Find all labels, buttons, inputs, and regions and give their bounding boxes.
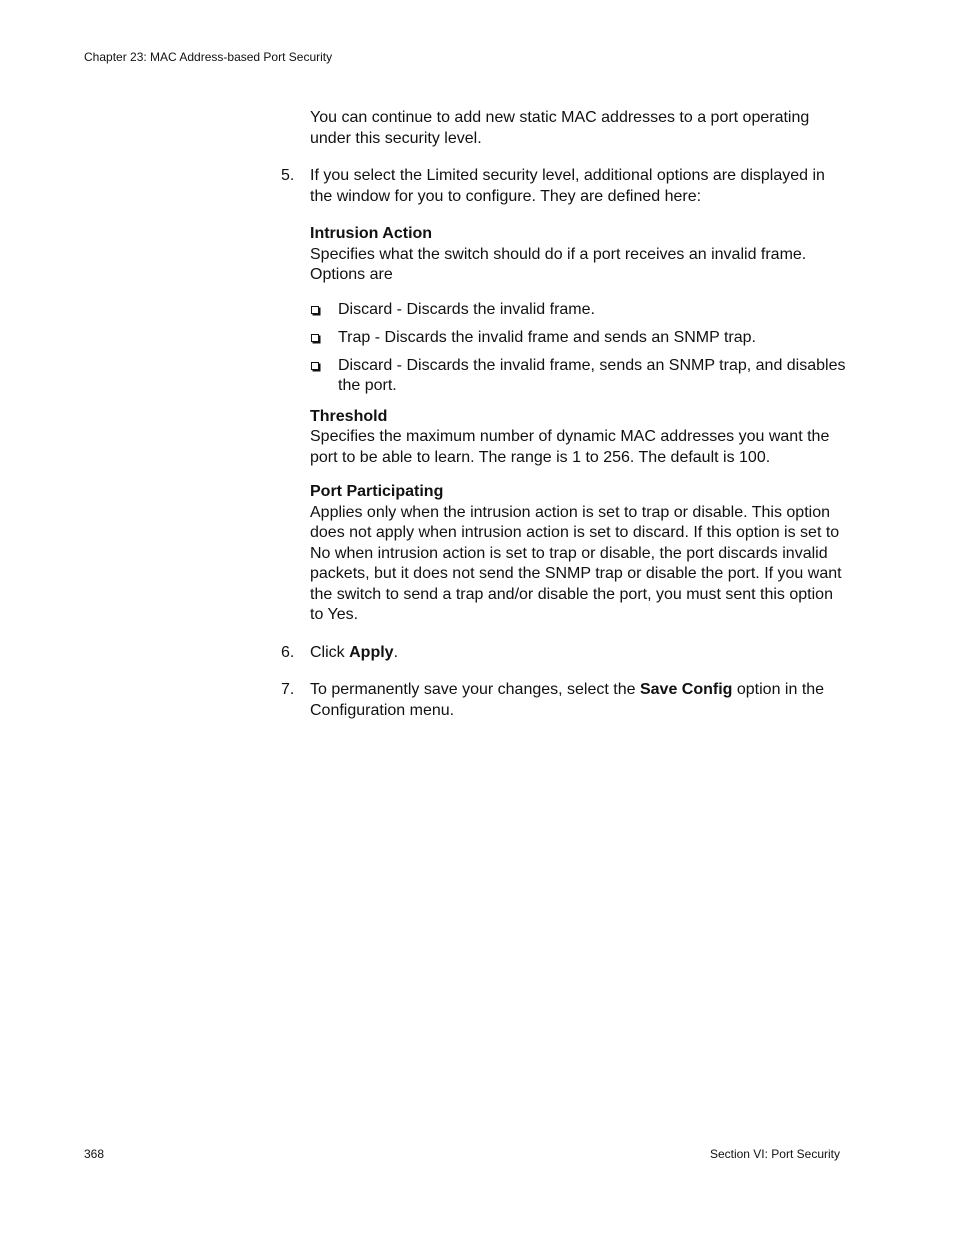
step-text <box>310 680 850 721</box>
step-text-suffix: option in the Configuration menu. <box>310 681 825 719</box>
intrusion-action-title: Intrusion Action <box>310 225 433 242</box>
intrusion-action-options <box>310 300 850 397</box>
list-item <box>310 356 850 397</box>
page-content <box>281 108 850 738</box>
intrusion-action-description: Specifies what the switch should do if a port receives an invalid frame. Options are <box>310 245 807 283</box>
step-5 <box>281 166 850 626</box>
step-text: If you select the Limited security level, additional options are displayed in the window for you to configure. They are defined here: <box>310 167 825 205</box>
apply-term: Apply <box>349 643 394 661</box>
step-text <box>310 643 850 664</box>
checkbox-bullet-icon <box>311 334 319 342</box>
step-text-prefix: To permanently save your changes, select the <box>310 681 640 698</box>
option-text: Discard - Discards the invalid frame. <box>338 300 595 318</box>
option-text: Discard - Discards the invalid frame, sends an SNMP trap, and disables the port. <box>338 356 846 394</box>
running-header: Chapter 23: MAC Address-based Port Security <box>84 50 333 64</box>
option-text: Trap - Discards the invalid frame and sends an SNMP trap. <box>338 328 756 346</box>
footer-section: Section VI: Port Security <box>709 1147 840 1161</box>
step-7 <box>281 680 850 721</box>
port-participating-description: Applies only when the intrusion action is set to trap or disable. This option does not apply when intrusion action is set to discard. If this option is set to No when intrusion action is set to trap or disable, the port discards invalid packets, but it does not send the SNMP trap or disable the port. If you want the switch to send a trap and/or disable the port, you must sent this option to Yes. <box>310 503 842 623</box>
port-participating-section <box>310 482 850 626</box>
step-number: 5. <box>281 167 295 184</box>
page-number: 368 <box>84 1147 105 1161</box>
step-6 <box>281 643 850 664</box>
step-text-suffix: . <box>393 643 399 661</box>
threshold-title: Threshold <box>310 407 388 425</box>
port-participating-title: Port Participating <box>310 483 444 500</box>
list-item <box>310 300 850 321</box>
threshold-section <box>310 407 850 469</box>
checkbox-bullet-icon <box>311 306 319 314</box>
list-item <box>310 328 850 349</box>
step-text-prefix: Click <box>310 643 350 661</box>
step-number: 6. <box>281 643 295 661</box>
threshold-description: Specifies the maximum number of dynamic MAC addresses you want the port to be able to learn. The range is 1 to 256. The default is 100. <box>310 428 830 466</box>
intrusion-action-section <box>310 224 850 397</box>
save-config-term: Save Config <box>639 681 733 698</box>
checkbox-bullet-icon <box>311 362 319 370</box>
intro-paragraph: You can continue to add new static MAC addresses to a port operating under this security level. <box>310 109 810 147</box>
step-number: 7. <box>281 681 295 698</box>
